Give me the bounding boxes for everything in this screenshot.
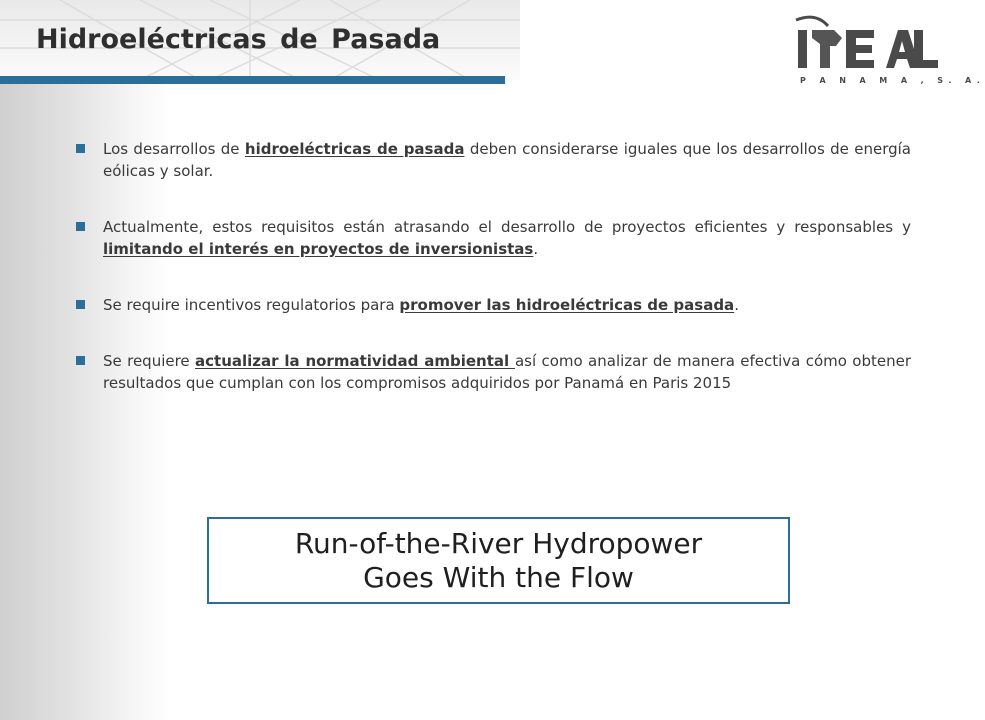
bullet-text-part: Actualmente, estos requisitos están atrasando el desarrollo de proyectos eficientes y responsables y [103,218,911,236]
bullet-item [76,294,911,316]
bullet-emphasis: hidroeléctricas de pasada [244,140,465,158]
bullet-text-part: Se require incentivos regulatorios para [103,296,400,314]
bullet-text-part: Se requiere [103,352,196,370]
bullet-text [103,216,911,260]
square-bullet-icon [76,356,85,365]
company-logo [790,14,985,94]
bullet-text-part: así como analizar de manera efectiva cómo obtener resultados que cumplan con los compromisos adquiridos por Panamá en Paris 2015 [103,352,911,392]
bullet-text [103,294,911,316]
callout-box [207,517,790,604]
bullet-item [76,350,911,394]
bullet-emphasis: limitando el interés en proyectos de inversionistas [103,240,534,258]
bullet-item [76,138,911,182]
title-underline-bar [0,76,505,84]
logo-subtitle: P A N A M A , S. A. [800,76,985,85]
bullet-text-part: deben considerarse iguales que los desarrollos de energía eólicas y solar. [103,140,911,180]
bullet-list [76,138,911,428]
ipeal-logo-mark [790,14,940,76]
page-title: Hidroeléctricas de Pasada [36,24,441,55]
bullet-text-part: . [734,296,739,314]
square-bullet-icon [76,144,85,153]
bullet-emphasis: promover las hidroeléctricas de pasada [399,296,735,314]
bullet-text [103,350,911,394]
bullet-text-part: Los desarrollos de [103,140,245,158]
bullet-text-part: . [533,240,539,258]
bullet-emphasis: actualizar la normatividad ambiental [195,352,515,370]
callout-line-1: Run-of-the-River Hydropower [294,526,703,560]
square-bullet-icon [76,222,85,231]
bullet-item [76,216,911,260]
square-bullet-icon [76,300,85,309]
callout-line-2: Goes With the Flow [363,560,634,594]
bullet-text [103,138,911,182]
